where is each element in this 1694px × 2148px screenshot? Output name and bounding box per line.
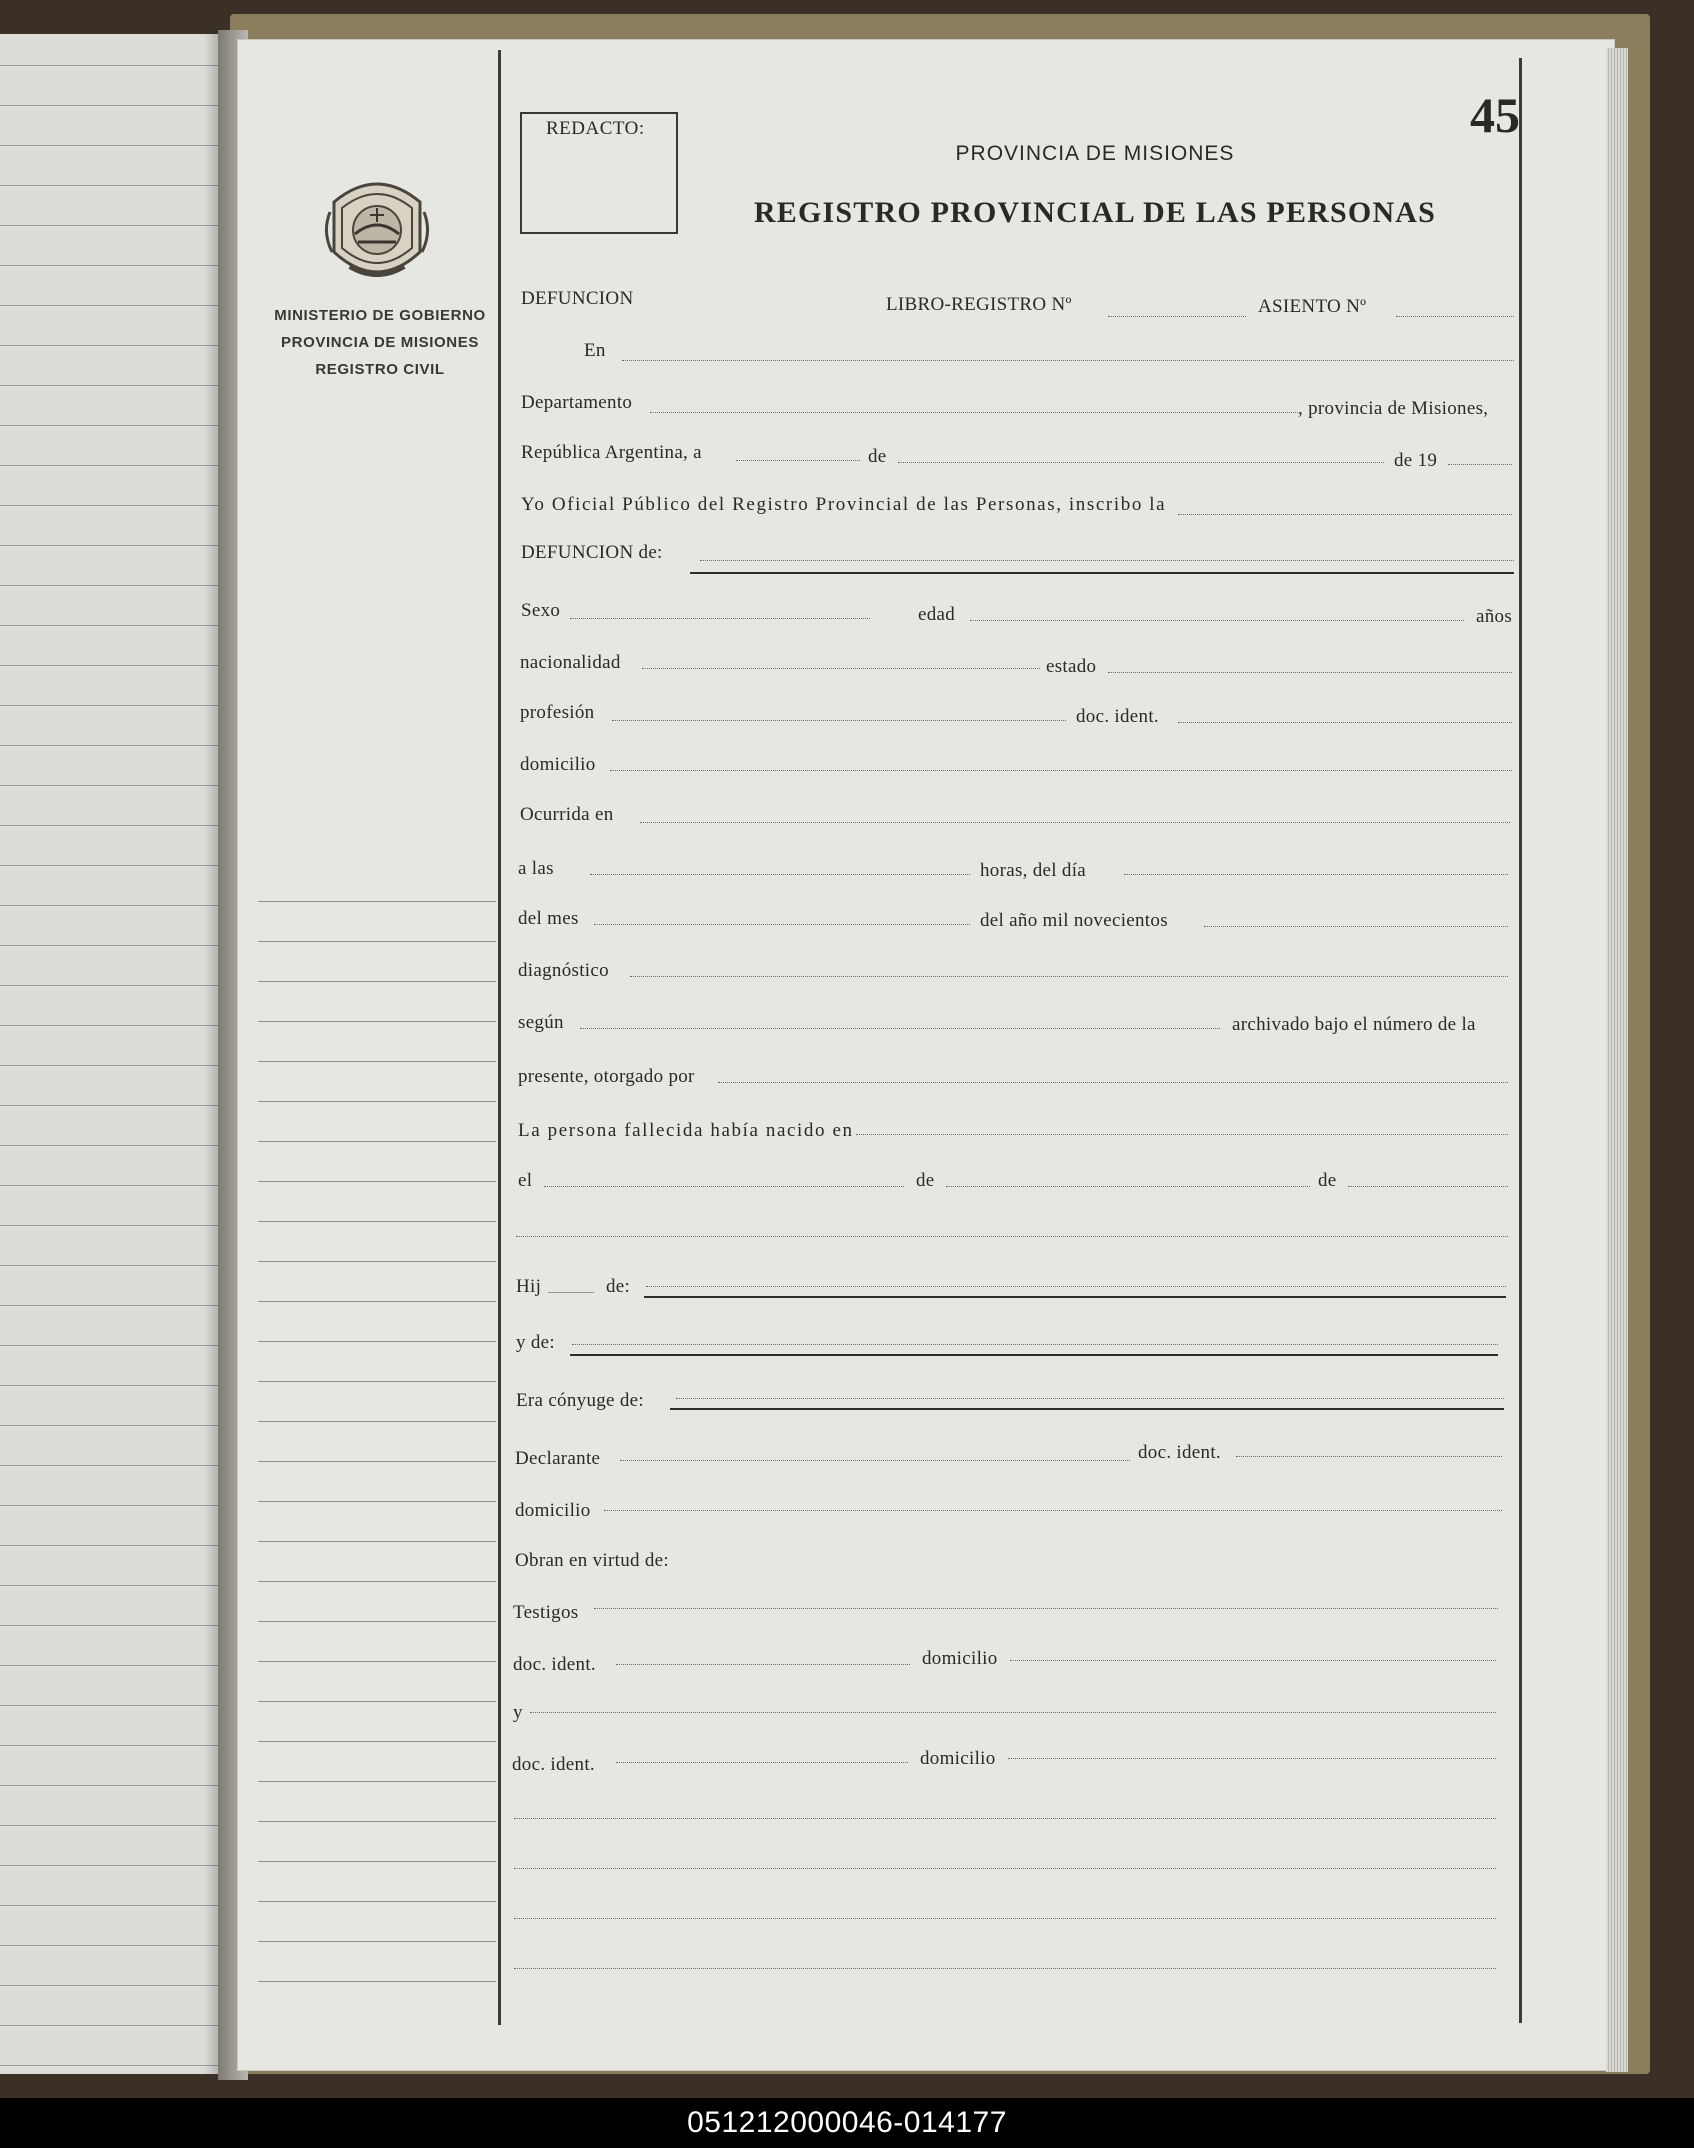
del-ano-label: del año mil novecientos [980,910,1168,931]
y-de-label: y de: [516,1332,555,1353]
conyuge-line-upper [676,1398,1504,1399]
defuncion-label: DEFUNCION [521,288,634,309]
en-label: En [584,340,606,361]
doc-ident-line-3[interactable] [616,1664,910,1665]
presente-label: presente, otorgado por [518,1066,695,1087]
doc-ident-line-1[interactable] [1178,722,1512,723]
profesion-label: profesión [520,702,595,723]
domicilio-label-2: domicilio [515,1500,591,1521]
segun-line[interactable] [580,1028,1220,1029]
blank-line-5[interactable] [514,1968,1496,1969]
ministry-line-3: REGISTRO CIVIL [315,361,445,378]
horas-del-dia-label: horas, del día [980,860,1087,881]
domicilio-line-4[interactable] [1008,1758,1496,1759]
province-title: PROVINCIA DE MISIONES [955,142,1235,165]
republica-label: República Argentina, a [521,442,702,463]
stub-column-lines [258,862,496,1982]
sexo-line[interactable] [570,618,870,619]
ocurrida-en-label: Ocurrida en [520,804,614,825]
hij-label: Hij [516,1276,542,1297]
testigo-2-line[interactable] [530,1712,1496,1713]
inscribo-line[interactable] [1178,514,1512,515]
dia-defuncion-line[interactable] [1124,874,1508,875]
scan-id-label: 051212000046-014177 [0,2098,1694,2148]
registry-title: REGISTRO PROVINCIAL DE LAS PERSONAS [753,196,1437,229]
ministry-heading [262,302,498,383]
domicilio-label-4: domicilio [920,1748,996,1769]
hora-line[interactable] [590,874,970,875]
provincia-label: , provincia de Misiones, [1298,398,1489,419]
testigo-1-line[interactable] [594,1608,1498,1609]
blank-line-4[interactable] [514,1918,1496,1919]
yo-oficial-text: Yo Oficial Público del Registro Provincial de las Personas, inscribo la [521,494,1167,515]
segun-label: según [518,1012,564,1033]
nacido-en-label: La persona fallecida había nacido en [518,1120,854,1141]
margin-rule-left [498,50,501,2025]
doc-ident-label-3: doc. ident. [513,1654,596,1675]
de-label-2: de [916,1170,935,1191]
ministry-line-1: MINISTERIO DE GOBIERNO [274,307,486,324]
nacimiento-ano-line[interactable] [1348,1186,1508,1187]
nacimiento-dia-line[interactable] [544,1186,904,1187]
redacto-label: REDACTO: [546,118,645,139]
y-label: y [513,1702,523,1723]
left-page-lined [0,34,218,2074]
testigos-label: Testigos [513,1602,579,1623]
libro-registro-line[interactable] [1108,316,1246,317]
profesion-line[interactable] [612,720,1066,721]
provincial-seal-icon [322,172,432,288]
domicilio-line-3[interactable] [1010,1660,1496,1661]
nacionalidad-line[interactable] [642,668,1040,669]
departamento-line[interactable] [650,412,1298,413]
fallecido-line[interactable] [690,572,1514,574]
ano-line[interactable] [1448,464,1512,465]
page-edges [1606,48,1628,2072]
del-mes-label: del mes [518,908,579,929]
doc-ident-label-1: doc. ident. [1076,706,1159,727]
ministry-line-2: PROVINCIA DE MISIONES [281,334,479,351]
ocurrida-en-line[interactable] [640,822,1510,823]
de-label-3: de [1318,1170,1337,1191]
estado-label: estado [1046,656,1097,677]
ano-defuncion-line[interactable] [1204,926,1508,927]
hij-de-label: de: [606,1276,631,1297]
de-19-label: de 19 [1394,450,1438,471]
defuncion-de-label: DEFUNCION de: [521,542,663,563]
fallecido-line-upper [700,560,1514,561]
blank-line-1[interactable] [516,1236,1508,1237]
edad-label: edad [918,604,956,625]
declarante-label: Declarante [515,1448,601,1469]
libro-registro-label: LIBRO-REGISTRO Nº [886,294,1072,315]
conyuge-line[interactable] [670,1408,1504,1410]
padre-line[interactable] [644,1296,1506,1298]
page-number: 45 [1470,87,1520,143]
padre-line-upper [646,1286,1506,1287]
en-line[interactable] [622,360,1514,361]
el-label: el [518,1170,533,1191]
conyuge-label: Era cónyuge de: [516,1390,644,1411]
anos-label: años [1476,606,1513,627]
domicilio-label-1: domicilio [520,754,596,775]
diagnostico-label: diagnóstico [518,960,609,981]
otorgado-por-line[interactable] [718,1082,1508,1083]
hij-suffix-line[interactable] [548,1292,594,1293]
mes-line[interactable] [898,462,1384,463]
nacido-en-line[interactable] [856,1134,1508,1135]
redacto-box [520,112,678,234]
doc-ident-label-2: doc. ident. [1138,1442,1221,1463]
estado-line[interactable] [1108,672,1512,673]
domicilio-line-2[interactable] [604,1510,1502,1511]
domicilio-label-3: domicilio [922,1648,998,1669]
doc-ident-line-2[interactable] [1236,1456,1502,1457]
obran-label: Obran en virtud de: [515,1550,669,1571]
declarante-line[interactable] [620,1460,1130,1461]
dia-line[interactable] [736,460,860,461]
de-label-1: de [868,446,887,467]
diagnostico-line[interactable] [630,976,1508,977]
madre-line[interactable] [570,1354,1498,1356]
edad-line[interactable] [970,620,1464,621]
blank-line-2[interactable] [514,1818,1496,1819]
doc-ident-label-4: doc. ident. [512,1754,595,1775]
doc-ident-line-4[interactable] [616,1762,908,1763]
blank-line-3[interactable] [514,1868,1496,1869]
sexo-label: Sexo [521,600,561,621]
archivado-label: archivado bajo el número de la [1232,1014,1476,1035]
a-las-label: a las [518,858,554,879]
departamento-label: Departamento [521,392,633,413]
nacimiento-mes-line[interactable] [946,1186,1310,1187]
mes-defuncion-line[interactable] [594,924,970,925]
domicilio-line-1[interactable] [610,770,1512,771]
madre-line-upper [572,1344,1498,1345]
margin-rule-right [1519,58,1522,2023]
nacionalidad-label: nacionalidad [520,652,621,673]
asiento-label: ASIENTO Nº [1258,296,1367,317]
asiento-line[interactable] [1396,316,1514,317]
